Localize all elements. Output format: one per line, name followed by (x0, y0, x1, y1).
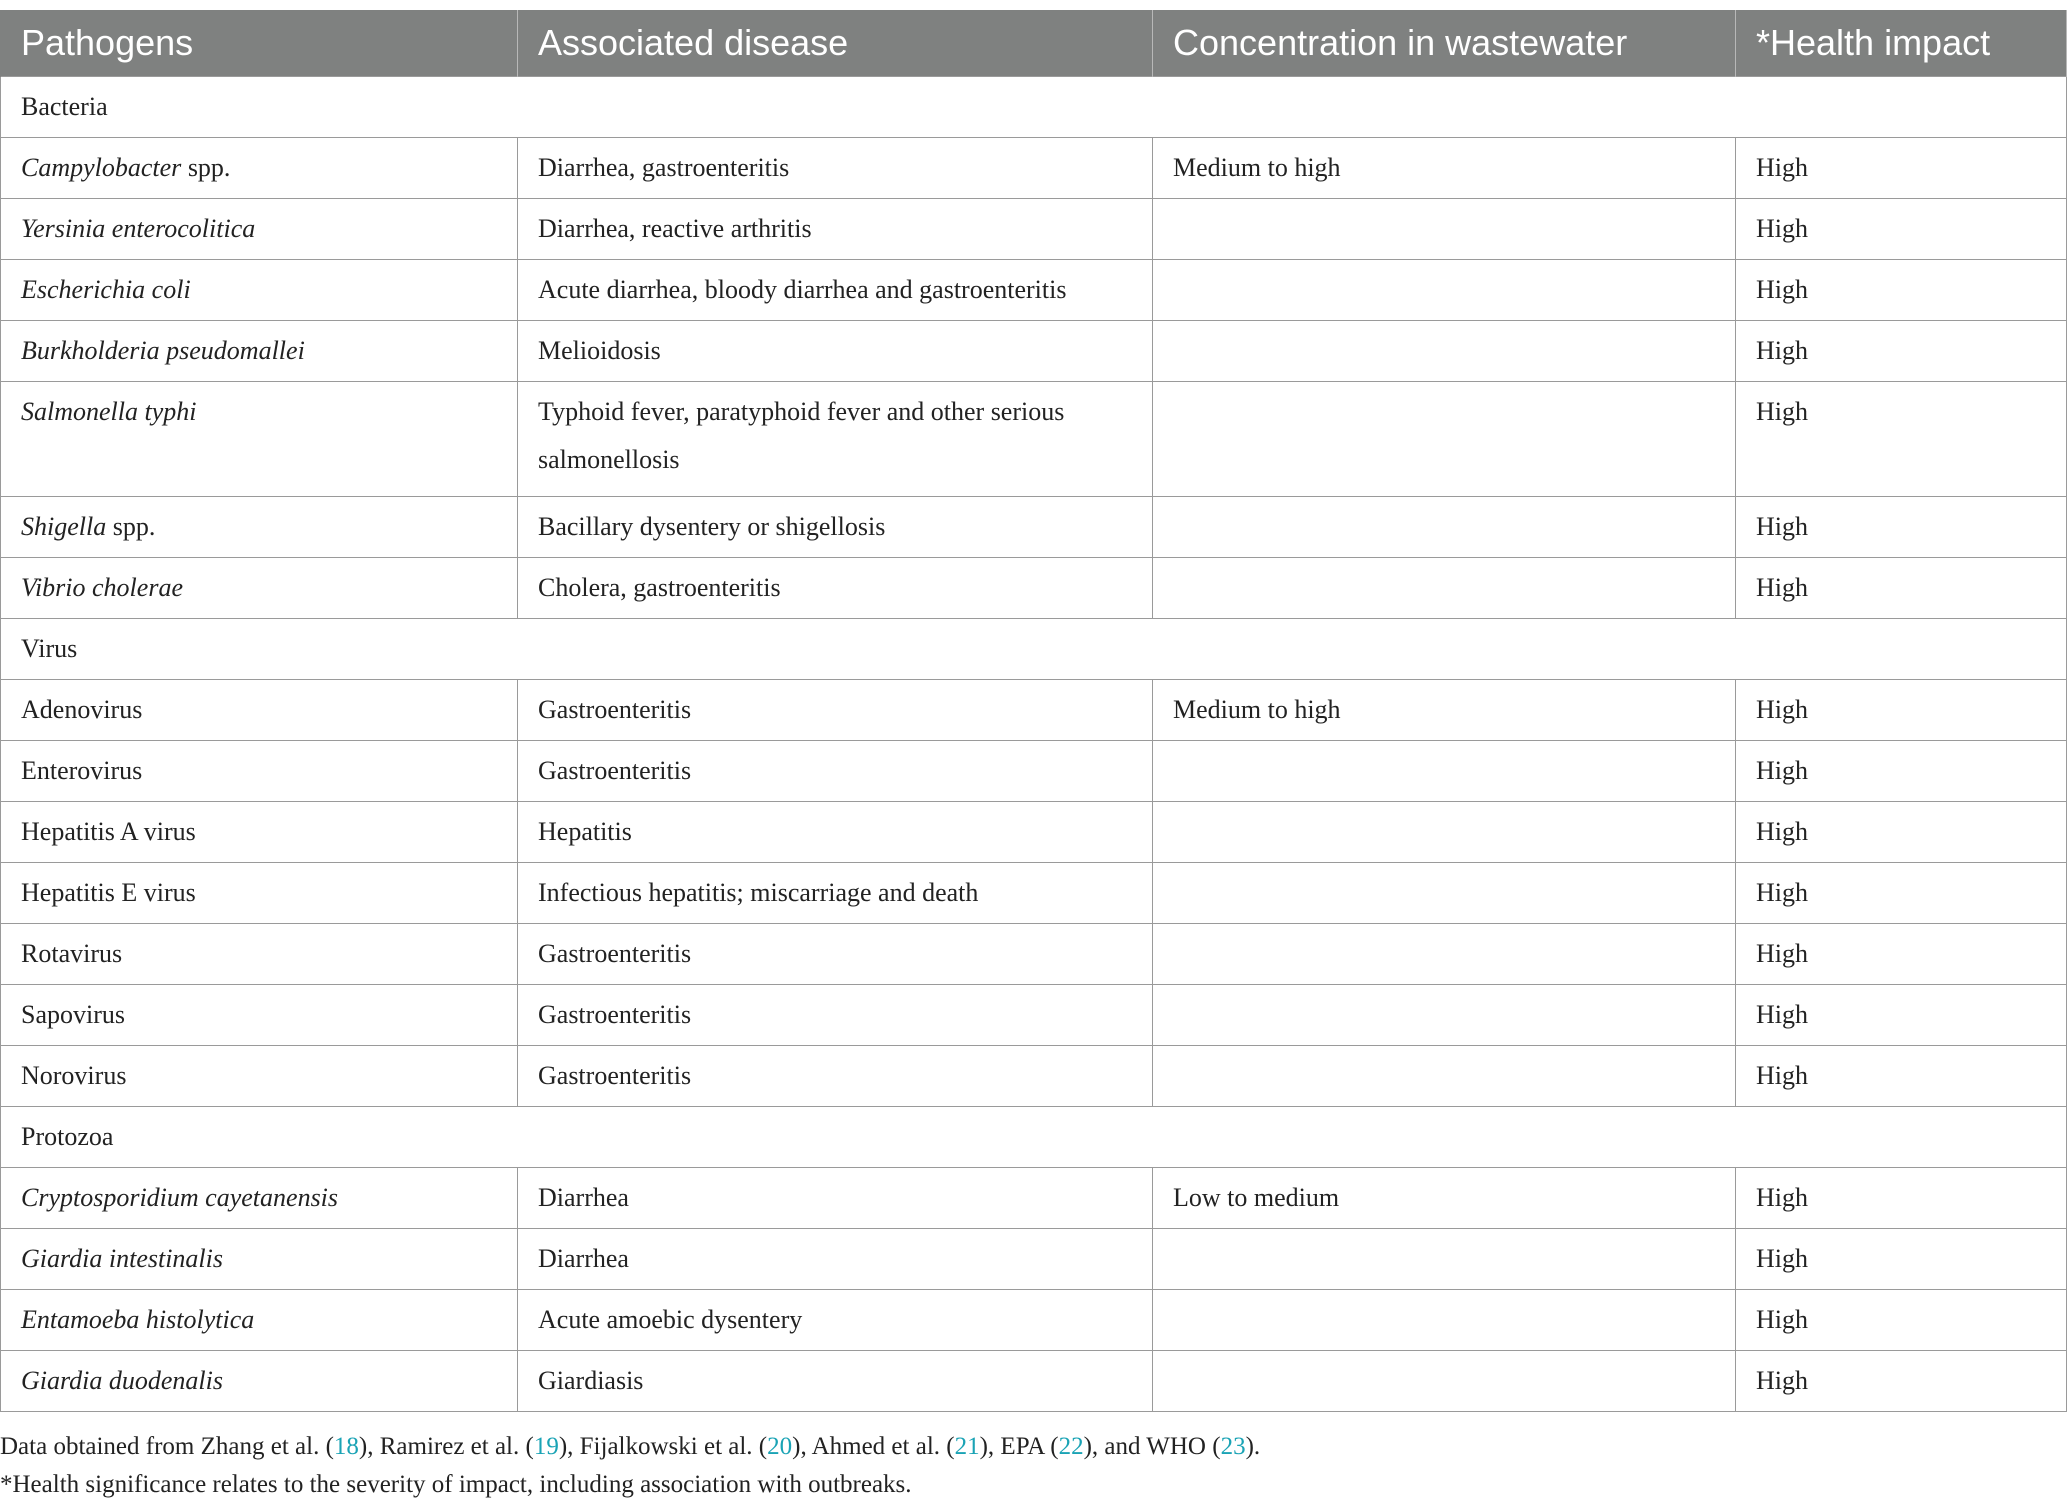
pathogen-name: Escherichia coli (21, 275, 191, 304)
impact-cell: High (1736, 497, 2067, 558)
footnote-text: ), and WHO ( (1083, 1433, 1221, 1460)
disease-cell: Gastroenteritis (518, 680, 1153, 741)
pathogen-cell: Rotavirus (1, 924, 518, 985)
category-label: Protozoa (1, 1107, 2067, 1168)
table-row (1, 199, 2067, 260)
impact-cell: High (1736, 1290, 2067, 1351)
reference-link[interactable]: 22 (1058, 1433, 1084, 1460)
category-row (1, 1107, 2067, 1168)
pathogen-cell: Sapovirus (1, 985, 518, 1046)
pathogen-cell: Enterovirus (1, 741, 518, 802)
disease-cell: Typhoid fever, paratyphoid fever and other serious salmonellosis (518, 382, 1153, 497)
impact-cell: High (1736, 1351, 2067, 1412)
pathogen-name: Shigella (21, 512, 107, 541)
reference-link[interactable]: 23 (1220, 1433, 1246, 1460)
impact-cell: High (1736, 1168, 2067, 1229)
pathogen-cell (1, 382, 518, 497)
pathogen-cell (1, 1229, 518, 1290)
reference-link[interactable]: 19 (533, 1433, 559, 1460)
pathogen-cell (1, 1168, 518, 1229)
disease-cell: Diarrhea, gastroenteritis (518, 138, 1153, 199)
disease-cell: Giardiasis (518, 1351, 1153, 1412)
concentration-cell: Medium to high (1153, 138, 1736, 199)
disease-cell: Diarrhea, reactive arthritis (518, 199, 1153, 260)
category-row (1, 619, 2067, 680)
category-label: Bacteria (1, 77, 2067, 138)
impact-cell: High (1736, 924, 2067, 985)
impact-cell: High (1736, 680, 2067, 741)
disease-cell: Gastroenteritis (518, 924, 1153, 985)
reference-link[interactable]: 20 (767, 1433, 793, 1460)
impact-cell: High (1736, 382, 2067, 497)
concentration-cell (1153, 260, 1736, 321)
concentration-cell: Medium to high (1153, 680, 1736, 741)
concentration-cell (1153, 321, 1736, 382)
footnote-text: ), EPA ( (979, 1433, 1059, 1460)
concentration-cell (1153, 924, 1736, 985)
concentration-cell (1153, 382, 1736, 497)
pathogen-name: Giardia intestinalis (21, 1244, 223, 1273)
impact-cell: High (1736, 741, 2067, 802)
pathogen-table-container (0, 10, 2066, 1412)
pathogen-cell: Hepatitis A virus (1, 802, 518, 863)
table-row (1, 382, 2067, 497)
table-row (1, 260, 2067, 321)
disease-cell: Bacillary dysentery or shigellosis (518, 497, 1153, 558)
concentration-cell (1153, 1046, 1736, 1107)
table-row (1, 680, 2067, 741)
disease-cell: Diarrhea (518, 1168, 1153, 1229)
table-row (1, 1290, 2067, 1351)
concentration-cell (1153, 802, 1736, 863)
header-pathogens: Pathogens (1, 10, 518, 77)
pathogen-cell (1, 1351, 518, 1412)
pathogen-cell (1, 558, 518, 619)
pathogen-cell (1, 138, 518, 199)
pathogen-name: Salmonella typhi (21, 397, 197, 426)
table-row (1, 741, 2067, 802)
table-row (1, 802, 2067, 863)
disease-cell: Hepatitis (518, 802, 1153, 863)
disease-cell: Infectious hepatitis; miscarriage and death (518, 863, 1153, 924)
impact-cell: High (1736, 1046, 2067, 1107)
table-row (1, 321, 2067, 382)
concentration-cell (1153, 1229, 1736, 1290)
pathogen-cell (1, 497, 518, 558)
table-row (1, 985, 2067, 1046)
pathogen-table (0, 10, 2067, 1412)
table-body (1, 77, 2067, 1412)
footnote-text: ), Fijalkowski et al. ( (558, 1433, 768, 1460)
table-row (1, 497, 2067, 558)
disease-cell: Acute diarrhea, bloody diarrhea and gastroenteritis (518, 260, 1153, 321)
pathogen-cell: Adenovirus (1, 680, 518, 741)
impact-cell: High (1736, 260, 2067, 321)
impact-cell: High (1736, 558, 2067, 619)
impact-cell: High (1736, 802, 2067, 863)
impact-cell: High (1736, 1229, 2067, 1290)
table-footnotes (0, 1428, 2067, 1504)
pathogen-name: Yersinia enterocolitica (21, 214, 256, 243)
impact-cell: High (1736, 138, 2067, 199)
concentration-cell (1153, 497, 1736, 558)
impact-cell: High (1736, 199, 2067, 260)
concentration-cell: Low to medium (1153, 1168, 1736, 1229)
concentration-cell (1153, 1351, 1736, 1412)
pathogen-name: Giardia duodenalis (21, 1366, 223, 1395)
disease-cell: Cholera, gastroenteritis (518, 558, 1153, 619)
impact-cell: High (1736, 985, 2067, 1046)
pathogen-name: Cryptosporidium cayetanensis (21, 1183, 339, 1212)
disease-cell: Melioidosis (518, 321, 1153, 382)
table-row (1, 558, 2067, 619)
footnote-text: Data obtained from Zhang et al. ( (0, 1433, 334, 1460)
concentration-cell (1153, 1290, 1736, 1351)
health-footnote: *Health significance relates to the severity of impact, including association with outbreaks. (0, 1471, 912, 1498)
pathogen-cell (1, 199, 518, 260)
pathogen-name: Entamoeba histolytica (21, 1305, 255, 1334)
table-row (1, 1229, 2067, 1290)
pathogen-cell: Hepatitis E virus (1, 863, 518, 924)
impact-cell: High (1736, 863, 2067, 924)
disease-cell: Gastroenteritis (518, 985, 1153, 1046)
table-row (1, 863, 2067, 924)
table-row (1, 924, 2067, 985)
reference-link[interactable]: 18 (333, 1433, 359, 1460)
concentration-cell (1153, 985, 1736, 1046)
footnote-text: ), Ahmed et al. ( (792, 1433, 955, 1460)
pathogen-cell (1, 321, 518, 382)
impact-cell: High (1736, 321, 2067, 382)
table-header-row (1, 10, 2067, 77)
footnote-text: ). (1245, 1433, 1261, 1460)
reference-link[interactable]: 21 (954, 1433, 980, 1460)
disease-cell: Gastroenteritis (518, 741, 1153, 802)
table-row (1, 1046, 2067, 1107)
table-row (1, 1351, 2067, 1412)
header-concentration: Concentration in wastewater (1153, 10, 1736, 77)
pathogen-cell: Norovirus (1, 1046, 518, 1107)
concentration-cell (1153, 199, 1736, 260)
pathogen-suffix: spp. (106, 512, 156, 541)
table-row (1, 138, 2067, 199)
footnote-text: ), Ramirez et al. ( (358, 1433, 534, 1460)
pathogen-name: Burkholderia pseudomallei (21, 336, 305, 365)
pathogen-cell (1, 1290, 518, 1351)
sources-footnote (0, 1428, 2067, 1466)
pathogen-name: Campylobacter (21, 153, 182, 182)
header-associated-disease: Associated disease (518, 10, 1153, 77)
concentration-cell (1153, 863, 1736, 924)
header-health-impact: *Health impact (1736, 10, 2067, 77)
category-label: Virus (1, 619, 2067, 680)
table-row (1, 1168, 2067, 1229)
disease-cell: Acute amoebic dysentery (518, 1290, 1153, 1351)
concentration-cell (1153, 558, 1736, 619)
pathogen-suffix: spp. (181, 153, 231, 182)
pathogen-cell (1, 260, 518, 321)
concentration-cell (1153, 741, 1736, 802)
disease-cell: Gastroenteritis (518, 1046, 1153, 1107)
disease-cell: Diarrhea (518, 1229, 1153, 1290)
category-row (1, 77, 2067, 138)
pathogen-name: Vibrio cholerae (21, 573, 183, 602)
